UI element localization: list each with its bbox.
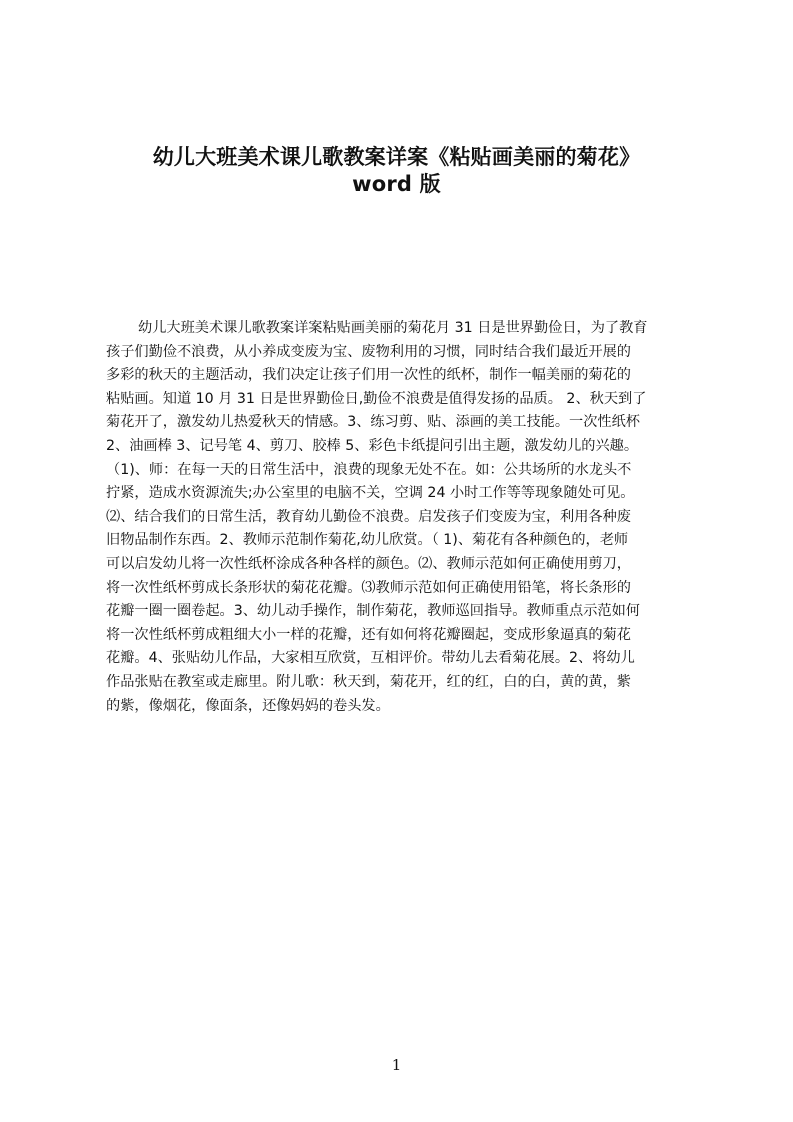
body-line: 的紫，像烟花，像面条，还像妈妈的卷头发。 [106,697,390,714]
page-number: 1 [391,1056,402,1074]
body-line: 将一次性纸杯剪成长条形状的菊花花瓣。⑶教师示范如何正确使用铅笔，将长条形的 [106,579,631,596]
body-line: 旧物品制作东西。2、教师示范制作菊花,幼儿欣赏。（ 1)、菊花有各种颜色的，老师 [106,532,629,549]
body-line: （1)、师：在每一天的日常生活中，浪费的现象无处不在。如：公共场所的水龙头不 [106,461,632,478]
body-line: 孩子们勤俭不浪费，从小养成变废为宝、废物利用的习惯，同时结合我们最近开展的 [106,343,631,360]
body-line: 可以启发幼儿将一次性纸杯涂成各种各样的颜色。⑵、教师示范如何正确使用剪刀， [106,555,631,572]
body-line: 作品张贴在教室或走廊里。附儿歌：秋天到，菊花开，红的红，白的白，黄的黄，紫 [106,673,631,690]
body-line: 将一次性纸杯剪成粗细大小一样的花瓣，还有如何将花瓣圈起，变成形象逼真的菊花 [106,626,631,643]
document-title: 幼儿大班美术课儿歌教案详案《粘贴画美丽的菊花》 [152,145,641,169]
body-line: 幼儿大班美术课儿歌教案详案粘贴画美丽的菊花月 31 日是世界勤俭日，为了教育 [138,320,648,336]
body-line: 2、油画棒 3、记号笔 4、剪刀、胶棒 5、彩色卡纸提问引出主题，激发幼儿的兴趣。 [106,437,639,454]
body-line: 菊花开了，激发幼儿热爱秋天的情感。3、练习剪、贴、添画的美工技能。一次性纸杯 [106,414,640,431]
body-line: 花瓣。4、张贴幼儿作品，大家相互欣赏，互相评价。带幼儿去看菊花展。2、将幼儿 [106,650,635,667]
body-line: 粘贴画。知道 10 月 31 日是世界勤俭日,勤俭不浪费是值得发扬的品质。 2、秋天到了 [106,390,647,407]
body-line: ⑵、结合我们的日常生活，教育幼儿勤俭不浪费。启发孩子们变废为宝，利用各种废 [106,508,631,525]
body-line: 花瓣一圈一圈卷起。3、幼儿动手操作，制作菊花，教师巡回指导。教师重点示范如何 [106,603,640,620]
body-paragraph [106,317,698,718]
document-title-suffix: word 版 [352,172,441,196]
body-line: 拧紧，造成水资源流失;办公室里的电脑不关，空调 24 小时工作等等现象随处可见。 [106,485,635,502]
body-line: 多彩的秋天的主题活动，我们决定让孩子们用一次性的纸杯，制作一幅美丽的菊花的 [106,367,631,384]
